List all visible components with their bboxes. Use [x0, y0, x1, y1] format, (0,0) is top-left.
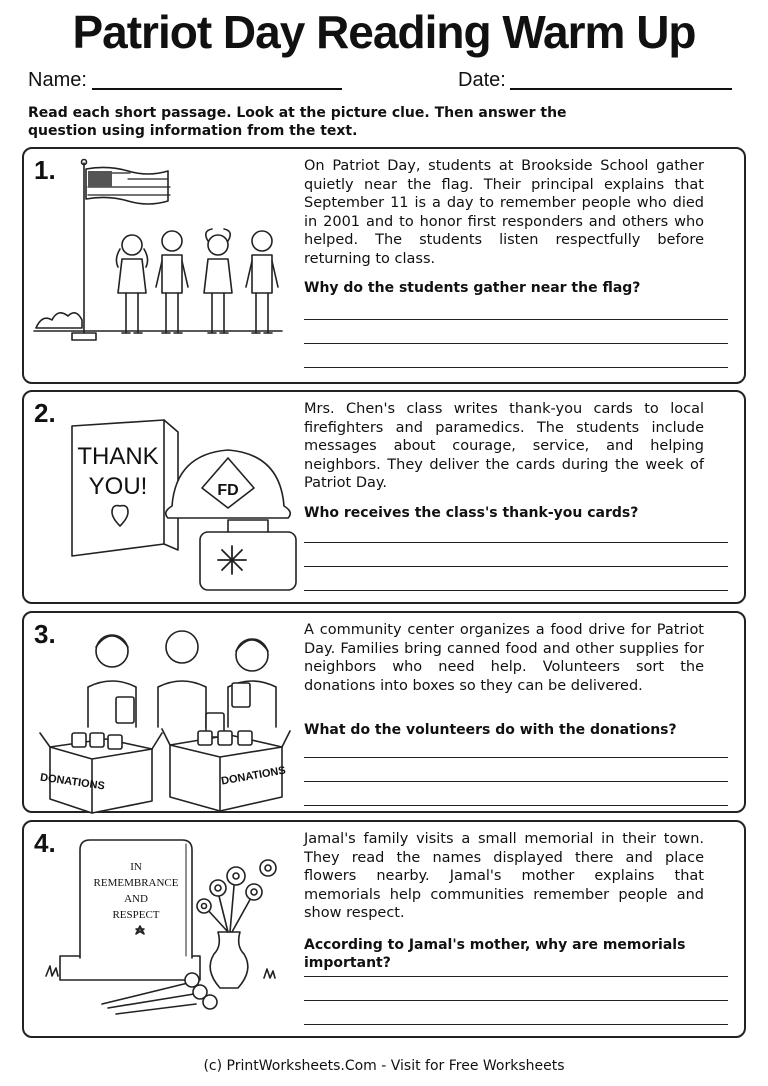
question-text: According to Jamal's mother, why are memorials important? [304, 937, 686, 971]
question-text: Why do the students gather near the flag? [304, 280, 641, 296]
question-number: 4. [34, 828, 56, 858]
question-number: 3. [34, 619, 56, 649]
stone-text-line-2: REMEMBRANCE [93, 877, 179, 889]
food-drive-volunteers-icon [32, 617, 297, 812]
answer-line[interactable] [304, 1000, 728, 1001]
answer-line[interactable] [304, 343, 728, 344]
question-card-1 [22, 147, 746, 384]
answer-line[interactable] [304, 976, 728, 977]
flag-and-students-icon [32, 153, 292, 378]
helmet-text: FD [217, 482, 239, 499]
memorial-stone-and-flowers-icon [32, 826, 297, 1031]
box-label-1: DONATIONS [39, 771, 106, 793]
page-title: Patriot Day Reading Warm Up [72, 6, 696, 58]
name-label: Name: [28, 69, 87, 91]
question-card-4 [22, 820, 746, 1038]
question-text: What do the volunteers do with the donations? [304, 722, 677, 738]
date-label: Date: [458, 69, 506, 91]
stone-text-line-4: RESPECT [112, 909, 160, 921]
answer-line[interactable] [304, 805, 728, 806]
stone-text-line-1: IN [130, 861, 142, 873]
question-card-2 [22, 390, 746, 604]
question-number: 1. [34, 155, 56, 185]
answer-line[interactable] [304, 542, 728, 543]
box-label-2: DONATIONS [220, 764, 287, 788]
answer-line[interactable] [304, 319, 728, 320]
thank-you-card-and-helmet-icon [32, 396, 292, 601]
date-field[interactable] [510, 88, 732, 90]
passage-text: Mrs. Chen's class writes thank-you cards to local firefighters and paramedics. The students include messages about courage, service, and helping neighbors. They deliver the cards during the week of Patriot Day. [304, 401, 704, 492]
passage-text: Jamal's family visits a small memorial in their town. They read the names displayed there and place flowers nearby. Jamal's mother explains that memorials help communities remember people and show respect. [304, 831, 704, 922]
question-number: 2. [34, 398, 56, 428]
answer-line[interactable] [304, 781, 728, 782]
answer-line[interactable] [304, 1024, 728, 1025]
stone-text-line-3: AND [124, 893, 148, 905]
question-card-3 [22, 611, 746, 813]
instructions: Read each short passage. Look at the picture clue. Then answer the question using information from the text. [28, 105, 567, 139]
answer-line[interactable] [304, 367, 728, 368]
answer-line[interactable] [304, 566, 728, 567]
card-text-line-1: THANK [77, 443, 159, 470]
answer-line[interactable] [304, 757, 728, 758]
passage-text: A community center organizes a food drive for Patriot Day. Families bring canned food and other supplies for neighbors who need help. Volunteers sort the donations into boxes so they can be delivered. [304, 622, 704, 694]
passage-text: On Patriot Day, students at Brookside School gather quietly near the flag. Their principal explains that September 11 is a day to remember people who died in 2001 and to honor first responders and others who helped. The students listen respectfully before returning to class. [304, 158, 704, 267]
answer-line[interactable] [304, 590, 728, 591]
question-text: Who receives the class's thank-you cards? [304, 505, 639, 521]
card-text-line-2: YOU! [88, 473, 148, 500]
name-field[interactable] [92, 88, 342, 90]
footer: (c) PrintWorksheets.Com - Visit for Free Worksheets [203, 1058, 565, 1074]
